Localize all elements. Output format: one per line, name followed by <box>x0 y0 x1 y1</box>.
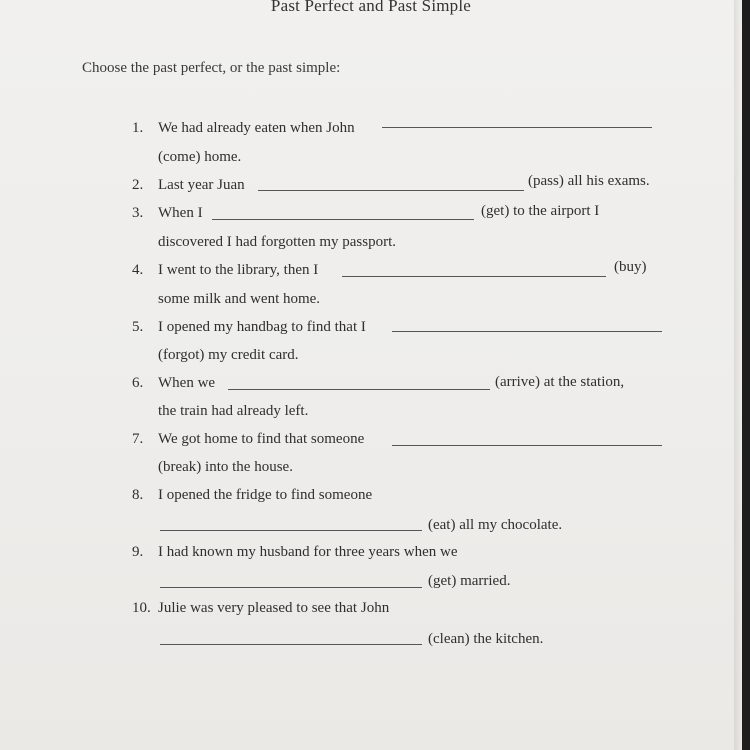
item-text: I opened the fridge to find someone <box>158 487 373 503</box>
item-text: (pass) all his exams. <box>528 173 650 189</box>
instructions: Choose the past perfect, or the past simple: <box>82 60 341 76</box>
item-text: I went to the library, then I <box>158 262 319 278</box>
item-number: 3. <box>132 205 144 221</box>
item-text: I had known my husband for three years when we <box>158 544 458 560</box>
item-text: discovered I had forgotten my passport. <box>158 234 397 250</box>
item-text: some milk and went home. <box>158 291 321 307</box>
page-title: Past Perfect and Past Simple <box>270 0 472 15</box>
item-text: (break) into the house. <box>158 459 293 475</box>
item-number: 5. <box>132 319 144 335</box>
item-text: Last year Juan <box>158 177 245 193</box>
item-text: (forgot) my credit card. <box>158 347 299 363</box>
item-text: Julie was very pleased to see that John <box>158 600 390 616</box>
item-number: 2. <box>132 177 144 193</box>
item-text: (get) to the airport I <box>481 203 600 219</box>
item-text: (come) home. <box>158 149 242 165</box>
item-text: the train had already left. <box>158 403 309 419</box>
item-text: We got home to find that someone <box>158 431 365 447</box>
answer-blank[interactable] <box>258 190 524 191</box>
item-text: When we <box>158 375 216 391</box>
item-text: We had already eaten when John <box>158 120 355 136</box>
answer-blank[interactable] <box>160 644 422 645</box>
item-text: (buy) <box>614 259 647 275</box>
item-text: (eat) all my chocolate. <box>428 517 563 533</box>
answer-blank[interactable] <box>342 276 606 277</box>
answer-blank[interactable] <box>228 389 490 390</box>
item-text: (clean) the kitchen. <box>428 631 544 647</box>
answer-blank[interactable] <box>160 587 422 588</box>
item-number: 8. <box>132 487 144 503</box>
item-text: When I <box>158 205 203 221</box>
item-text: (arrive) at the station, <box>495 374 625 390</box>
item-number: 1. <box>132 120 144 136</box>
item-number: 4. <box>132 262 144 278</box>
answer-blank[interactable] <box>392 445 662 446</box>
item-number: 7. <box>132 431 144 447</box>
item-text: (get) married. <box>428 573 511 589</box>
item-number: 6. <box>132 375 144 391</box>
answer-blank[interactable] <box>392 331 662 332</box>
item-number: 9. <box>132 544 144 560</box>
answer-blank[interactable] <box>382 127 652 128</box>
page-edge-shadow <box>734 0 742 750</box>
answer-blank[interactable] <box>212 219 474 220</box>
answer-blank[interactable] <box>160 530 422 531</box>
item-text: I opened my handbag to find that I <box>158 319 366 335</box>
item-number: 10. <box>132 600 151 616</box>
